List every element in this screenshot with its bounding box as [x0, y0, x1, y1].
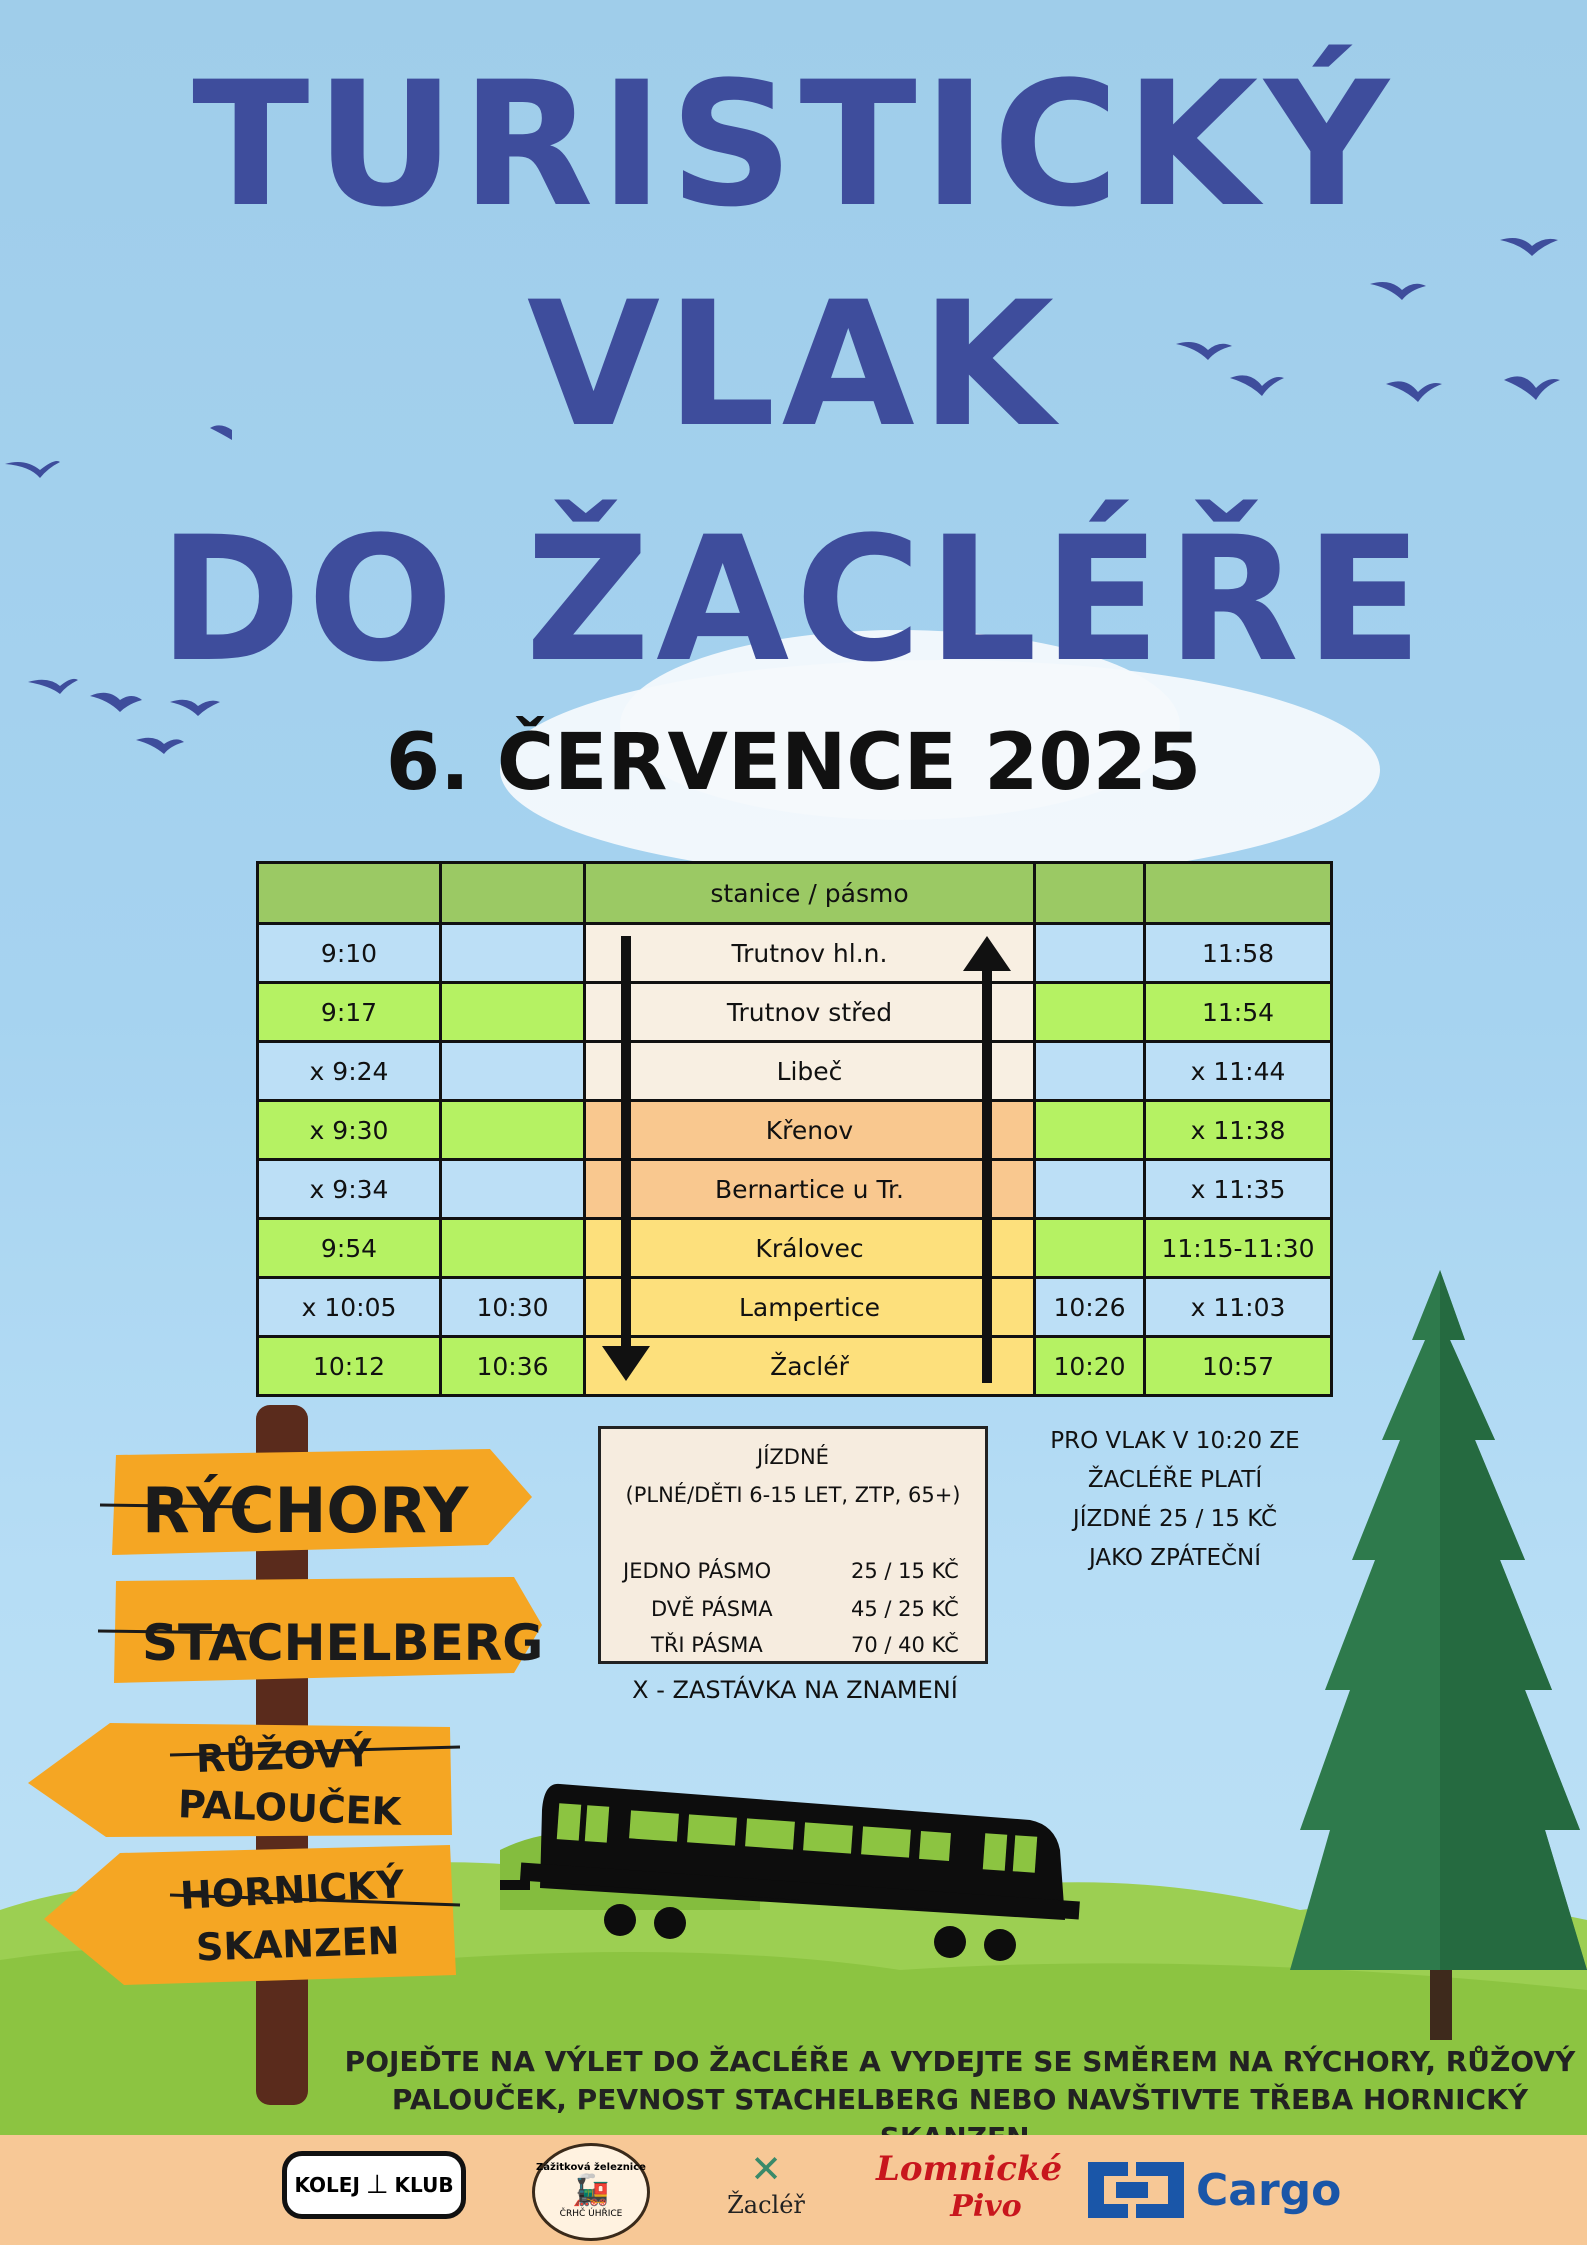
timetable-time-cell: x 10:05	[256, 1276, 442, 1338]
fare-price-3: 70 / 40 KČ	[851, 1633, 959, 1657]
side-note-line-2: ŽACLÉŘE PLATÍ	[1087, 1467, 1263, 1493]
sign-label-palouček: PALOUČEK	[177, 1782, 402, 1834]
rail-profile-icon: ⊥	[365, 2170, 389, 2200]
steam-locomotive-icon: 🚂	[572, 2173, 610, 2208]
timetable-time-cell: x 11:38	[1143, 1099, 1333, 1161]
timetable-time-cell: x 11:44	[1143, 1040, 1333, 1102]
cargo-word: Cargo	[1196, 2164, 1342, 2216]
timetable-station-cell: Trutnov střed	[583, 981, 1036, 1043]
timetable-station-cell: Křenov	[583, 1099, 1036, 1161]
timetable-station-cell: Žacléř	[583, 1335, 1036, 1397]
spruce-tree-icon	[1290, 1270, 1587, 2040]
zacler-emblem-icon: ✕	[750, 2147, 782, 2191]
railbus-silhouette-icon	[510, 1770, 1090, 1970]
direction-arrows	[256, 861, 1330, 1395]
request-stop-legend: X - ZASTÁVKA NA ZNAMENÍ	[632, 1676, 958, 1704]
cd-cargo-logo	[1088, 2157, 1348, 2223]
timetable	[256, 861, 1330, 1395]
zazitkova-sub: ČRHČ ÚHŘICE	[559, 2209, 623, 2219]
footer-invitation: POJEĎTE NA VÝLET DO ŽACLÉŘE A VYDEJTE SE SMĚREM NA RÝCHORY, RŮŽOVÝ PALOUČEK, PEVNOST STACHELBERG NEBO NAVŠTIVTE TŘEBA HORNICKÝ	[344, 2045, 1576, 2116]
timetable-station-cell: Trutnov hl.n.	[583, 922, 1036, 984]
timetable-time-cell: 10:12	[256, 1335, 442, 1397]
zazitkova-zeleznice-logo	[532, 2143, 650, 2241]
fare-label-1: JEDNO PÁSMO	[623, 1559, 772, 1583]
timetable-time-cell: 10:20	[1033, 1335, 1146, 1397]
timetable-time-cell: 10:26	[1033, 1276, 1146, 1338]
timetable-station-cell: Libeč	[583, 1040, 1036, 1102]
timetable-station-cell: Bernartice u Tr.	[583, 1158, 1036, 1220]
kolej-klub-right: KLUB	[394, 2173, 454, 2197]
fare-price-2: 45 / 25 KČ	[851, 1597, 959, 1621]
event-date: 6. ČERVENCE 2025	[385, 718, 1202, 808]
fare-box	[598, 1426, 988, 1664]
timetable-time-cell: x 9:34	[256, 1158, 442, 1220]
sign-label-hornicky: HORNICKÝ	[179, 1862, 406, 1918]
zacler-name: Žacléř	[727, 2191, 805, 2219]
timetable-time-cell: 10:57	[1143, 1335, 1333, 1397]
timetable-time-cell: 9:17	[256, 981, 442, 1043]
pivo-word: Pivo	[950, 2189, 1022, 2224]
timetable-header-cell: stanice / pásmo	[583, 861, 1036, 925]
fare-heading: JÍZDNÉ	[757, 1445, 829, 1469]
arrow-down-icon	[602, 936, 650, 1381]
fare-label-3: TŘI PÁSMA	[651, 1633, 763, 1657]
lomnicke-word: Lomnické	[876, 2149, 1063, 2189]
fare-label-2: DVĚ PÁSMA	[651, 1597, 773, 1621]
side-note-line-3: JÍZDNÉ 25 / 15 KČ	[1072, 1506, 1278, 1532]
timetable-time-cell: 10:30	[439, 1276, 586, 1338]
lomnicke-pivo-logo	[876, 2149, 1063, 2237]
footer-sponsor-bar	[0, 2135, 1587, 2245]
timetable-time-cell: 9:10	[256, 922, 442, 984]
fare-price-1: 25 / 15 KČ	[851, 1559, 959, 1583]
arrow-up-icon	[963, 936, 1011, 1383]
zacler-town-logo	[716, 2147, 816, 2237]
timetable-time-cell: 10:36	[439, 1335, 586, 1397]
cd-emblem-icon	[1088, 2162, 1184, 2218]
title-line-3: DO ŽACLÉŘE	[158, 499, 1429, 700]
timetable-time-cell: 11:54	[1143, 981, 1333, 1043]
sign-label-rychory: RÝCHORY	[142, 1474, 469, 1547]
zazitkova-name: Zážitková železnice	[536, 2162, 646, 2173]
timetable-station-cell: Lampertice	[583, 1276, 1036, 1338]
sign-label-skanzen: SKANZEN	[195, 1918, 401, 1970]
sign-label-stachelberg: STACHELBERG	[142, 1614, 544, 1672]
fare-subheading: (PLNÉ/DĚTI 6-15 LET, ZTP, 65+)	[625, 1483, 961, 1507]
title-line-2: VLAK	[526, 264, 1061, 465]
timetable-station-cell: Královec	[583, 1217, 1036, 1279]
timetable-time-cell: x 11:03	[1143, 1276, 1333, 1338]
kolej-klub-left: KOLEJ	[294, 2173, 360, 2197]
title-line-1: TURISTICKÝ	[192, 44, 1395, 245]
kolej-klub-logo	[282, 2151, 466, 2219]
timetable-time-cell: x 9:24	[256, 1040, 442, 1102]
timetable-time-cell: 11:58	[1143, 922, 1333, 984]
timetable-time-cell: x 9:30	[256, 1099, 442, 1161]
side-note-line-4: JAKO ZPÁTEČNÍ	[1088, 1545, 1262, 1571]
side-note-line-1: PRO VLAK V 10:20 ZE	[1050, 1428, 1300, 1454]
timetable-time-cell: x 11:35	[1143, 1158, 1333, 1220]
timetable-time-cell: 11:15-11:30	[1143, 1217, 1333, 1279]
sign-label-ruzovy: RŮŽOVÝ	[195, 1730, 373, 1782]
timetable-time-cell: 9:54	[256, 1217, 442, 1279]
